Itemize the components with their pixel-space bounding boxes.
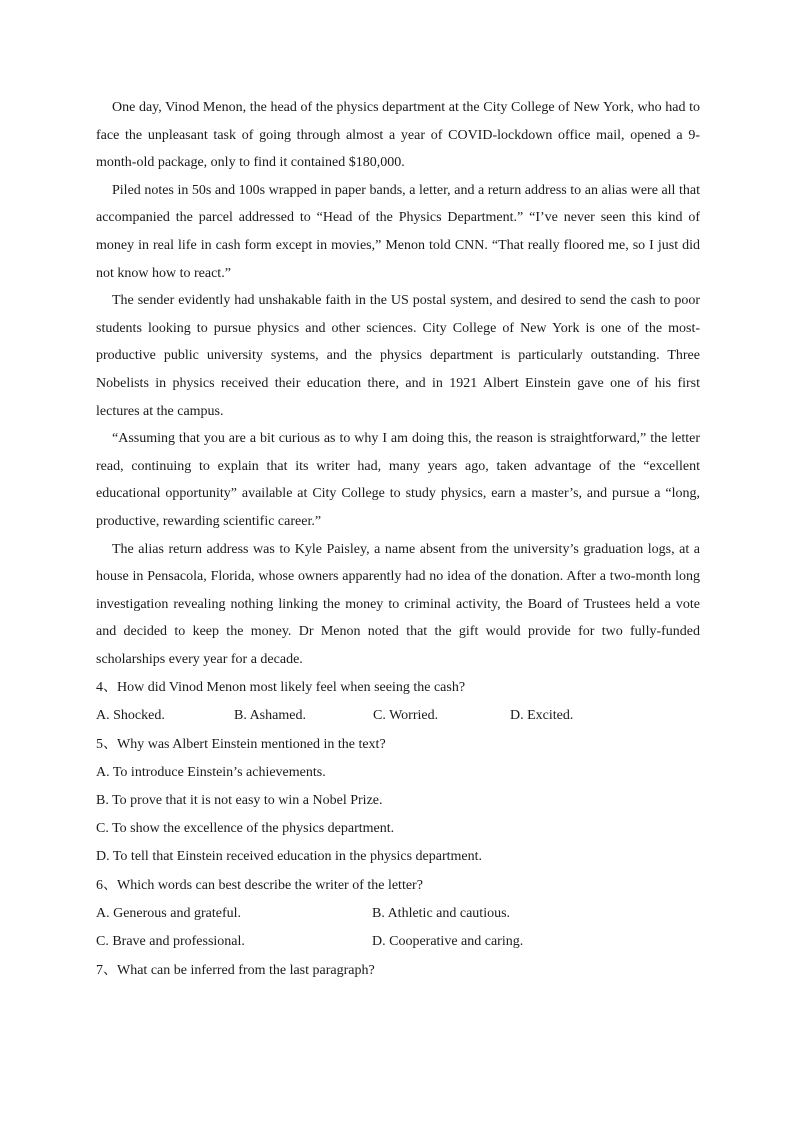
- passage-paragraph-3: The sender evidently had unshakable faith in the US postal system, and desired to send the cash to poor students looking to pursue physics and other sciences. City College of New York is one of the most-productive public university systems, and the physics department is particularly outstanding. Three Nobelists in physics received their education there, and in 1921 Albert Einstein gave one of his first lectures at the campus.: [96, 293, 700, 419]
- passage-paragraph-1: One day, Vinod Menon, the head of the physics department at the City College of New York, who had to face the unpleasant task of going through almost a year of COVID-lockdown office mail, opened a 9-month-old package, only to find it contained $180,000.: [96, 100, 700, 171]
- question-4-option-a: A. Shocked.: [96, 708, 165, 724]
- question-5: [96, 730, 700, 871]
- question-4-option-d: D. Excited.: [510, 708, 574, 724]
- question-5-option-a: A. To introduce Einstein’s achievements.: [96, 765, 326, 781]
- question-6-options-row-1: [96, 900, 700, 928]
- question-6-text: 6、Which words can best describe the writer of the letter?: [96, 878, 423, 894]
- question-4-options: [96, 702, 700, 730]
- question-5-option-c: C. To show the excellence of the physics department.: [96, 821, 395, 837]
- question-7: [96, 956, 700, 985]
- question-7-text: 7、What can be inferred from the last paragraph?: [96, 963, 375, 979]
- question-6: [96, 871, 700, 956]
- passage-paragraph-5: The alias return address was to Kyle Paisley, a name absent from the university’s graduation logs, at a house in Pensacola, Florida, whose owners apparently had no idea of the donation. After a two-month long investigation revealing nothing linking the money to criminal activity, the Board of Trustees held a vote and decided to keep the money. Dr Menon noted that the gift would provide for two fully-funded scholarships every year for a decade.: [96, 541, 700, 667]
- question-4-option-c: C. Worried.: [373, 708, 439, 724]
- question-6-option-a: A. Generous and grateful.: [96, 906, 242, 922]
- passage-paragraph-2: Piled notes in 50s and 100s wrapped in paper bands, a letter, and a return address to an alias were all that accompanied the parcel addressed to “Head of the Physics Department.” “I’ve never seen this kind of money in real life in cash form except in movies,” Menon told CNN. “That really floored me, so I just did not know how to react.”: [96, 182, 700, 281]
- question-6-option-b: B. Athletic and cautious.: [372, 906, 511, 922]
- question-4-option-b: B. Ashamed.: [234, 708, 306, 724]
- question-5-option-b: B. To prove that it is not easy to win a Nobel Prize.: [96, 793, 383, 809]
- question-6-options-row-2: [96, 928, 700, 956]
- question-5-text: 5、Why was Albert Einstein mentioned in the text?: [96, 737, 386, 753]
- question-4: [96, 673, 700, 730]
- question-6-option-d: D. Cooperative and caring.: [372, 934, 524, 950]
- question-5-option-d: D. To tell that Einstein received education in the physics department.: [96, 849, 482, 865]
- question-4-text: 4、How did Vinod Menon most likely feel when seeing the cash?: [96, 680, 466, 696]
- document-page: [96, 94, 700, 985]
- passage-paragraph-4: “Assuming that you are a bit curious as to why I am doing this, the reason is straightforward,” the letter read, continuing to explain that its writer had, many years ago, taken advantage of the “excellent educational opportunity” available at City College to study physics, earn a master’s, and pursue a “long, productive, rewarding scientific career.”: [96, 431, 700, 529]
- question-6-option-c: C. Brave and professional.: [96, 934, 245, 950]
